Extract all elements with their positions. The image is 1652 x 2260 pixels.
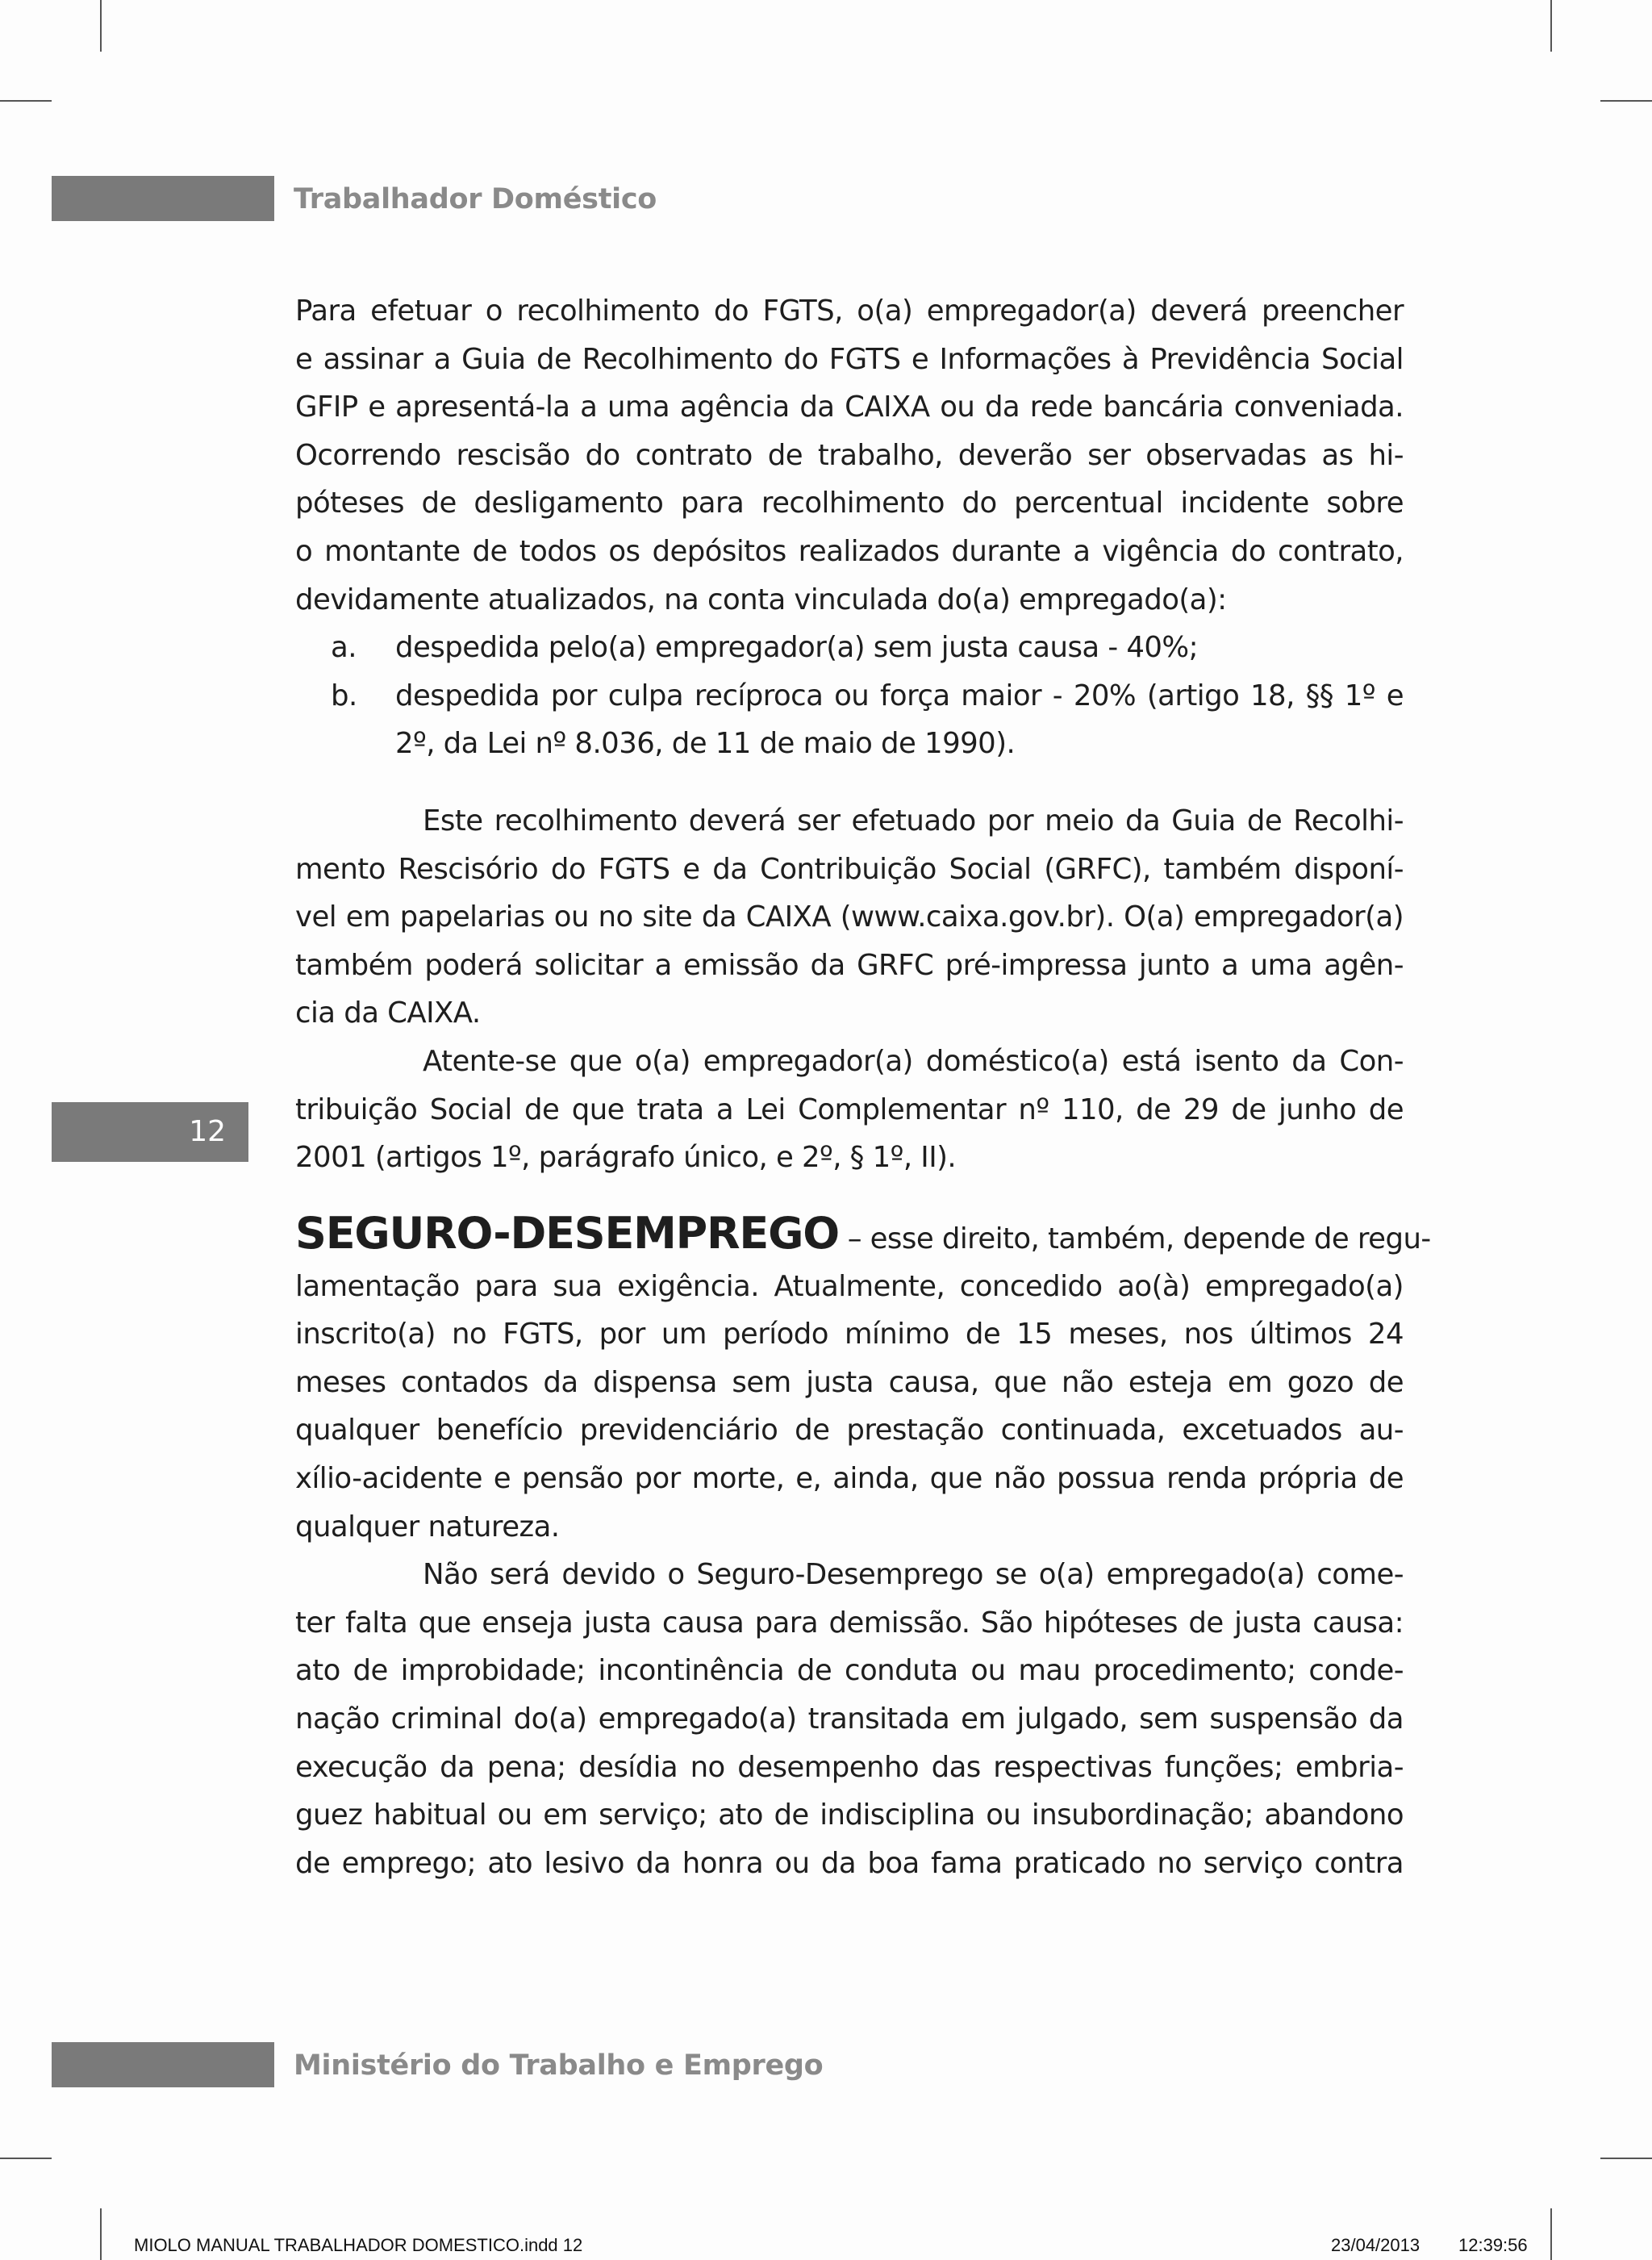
crop-mark	[0, 100, 52, 102]
text-line: Este recolhimento deverá ser efetuado por meio da Guia de Recolhi-	[423, 804, 1404, 838]
slug-time: 12:39:56	[1458, 2235, 1528, 2255]
text-line: também poderá solicitar a emissão da GRFC pré-impressa junto a uma agên-	[295, 948, 1404, 982]
crop-mark	[0, 2158, 52, 2159]
text-run: – esse direito, também, depende de regu-	[838, 1222, 1431, 1255]
list-item-text: despedida por culpa recíproca ou força maior - 20% (artigo 18, §§ 1º e	[395, 679, 1404, 712]
list-marker: a.	[331, 631, 357, 665]
text-line: Para efetuar o recolhimento do FGTS, o(a) empregador(a) deverá preencher	[295, 295, 1404, 328]
crop-mark	[1600, 2158, 1652, 2159]
text-line: xílio-acidente e pensão por morte, e, ainda, que não possua renda própria de	[295, 1462, 1404, 1496]
footer-band	[52, 2042, 274, 2087]
text-line: póteses de desligamento para recolhimento do percentual incidente sobre	[295, 487, 1404, 520]
running-header: Trabalhador Doméstico	[294, 183, 657, 215]
crop-mark	[1550, 2208, 1552, 2260]
list-item	[295, 624, 1404, 672]
text-line: o montante de todos os depósitos realizados durante a vigência do contrato,	[295, 534, 1404, 568]
text-line: mento Rescisório do FGTS e da Contribuição Social (GRFC), também disponí-	[295, 852, 1404, 886]
slug-date: 23/04/2013	[1331, 2235, 1420, 2255]
seguro-desemprego-paragraph	[295, 1205, 1431, 1552]
crop-mark	[100, 0, 102, 52]
text-line: e assinar a Guia de Recolhimento do FGTS e Informações à Previdência Social	[295, 342, 1404, 376]
list-item-text: despedida pelo(a) empregador(a) sem justa causa - 40%;	[395, 631, 1198, 665]
text-line: lamentação para sua exigência. Atualmente, concedido ao(à) empregado(a)	[295, 1269, 1404, 1303]
justa-causa-paragraph	[295, 1551, 1404, 1887]
header-band	[52, 176, 274, 221]
text-line: Atente-se que o(a) empregador(a) doméstico(a) está isento da Con-	[423, 1044, 1404, 1078]
text-line: ato de improbidade; incontinência de conduta ou mau procedimento; conde-	[295, 1654, 1404, 1688]
text-line: cia da CAIXA.	[295, 996, 481, 1030]
text-line: de emprego; ato lesivo da honra ou da boa fama praticado no serviço contra	[295, 1846, 1404, 1880]
text-line: 2001 (artigos 1º, parágrafo único, e 2º, § 1º, II).	[295, 1141, 957, 1175]
list-item-text: 2º, da Lei nº 8.036, de 11 de maio de 1990).	[395, 727, 1016, 761]
text-line: vel em papelarias ou no site da CAIXA (www.caixa.gov.br). O(a) empregador(a)	[295, 900, 1404, 934]
text-line: qualquer benefício previdenciário de prestação continuada, excetuados au-	[295, 1414, 1404, 1447]
crop-mark	[1600, 100, 1652, 102]
text-line: devidamente atualizados, na conta vinculada do(a) empregado(a):	[295, 583, 1227, 616]
list-marker: b.	[331, 679, 357, 712]
text-line: meses contados da dispensa sem justa causa, que não esteja em gozo de	[295, 1365, 1404, 1399]
text-line: Não será devido o Seguro-Desemprego se o(a) empregado(a) come-	[423, 1558, 1404, 1592]
exemption-paragraph	[295, 1038, 1404, 1182]
list-item	[295, 672, 1404, 768]
text-line: guez habitual ou em serviço; ato de indisciplina ou insubordinação; abandono	[295, 1798, 1404, 1832]
body-text	[295, 287, 1431, 1887]
page-number-tab	[52, 1102, 248, 1162]
crop-mark	[1550, 0, 1552, 52]
text-line: nação criminal do(a) empregado(a) transitada em julgado, sem suspensão da	[295, 1702, 1404, 1736]
text-line: GFIP e apresentá-la a uma agência da CAIXA ou da rede bancária conveniada.	[295, 391, 1404, 424]
text-line: tribuição Social de que trata a Lei Complementar nº 110, de 29 de junho de	[295, 1092, 1404, 1126]
fgts-paragraph	[295, 287, 1404, 624]
text-line: ter falta que enseja justa causa para demissão. São hipóteses de justa causa:	[295, 1606, 1404, 1640]
grfc-paragraph	[295, 797, 1404, 1038]
section-heading: SEGURO-DESEMPREGO	[295, 1207, 839, 1259]
text-line: qualquer natureza.	[295, 1510, 560, 1544]
page-number: 12	[189, 1115, 226, 1148]
running-footer: Ministério do Trabalho e Emprego	[294, 2049, 824, 2082]
text-line: Ocorrendo rescisão do contrato de trabalho, deverão ser observadas as hi-	[295, 438, 1404, 472]
slug-filename: MIOLO MANUAL TRABALHADOR DOMESTICO.indd 12	[134, 2235, 583, 2255]
crop-mark	[100, 2208, 102, 2260]
text-line: execução da pena; desídia no desempenho das respectivas funções; embria-	[295, 1750, 1404, 1784]
text-line: inscrito(a) no FGTS, por um período mínimo de 15 meses, nos últimos 24	[295, 1318, 1404, 1351]
